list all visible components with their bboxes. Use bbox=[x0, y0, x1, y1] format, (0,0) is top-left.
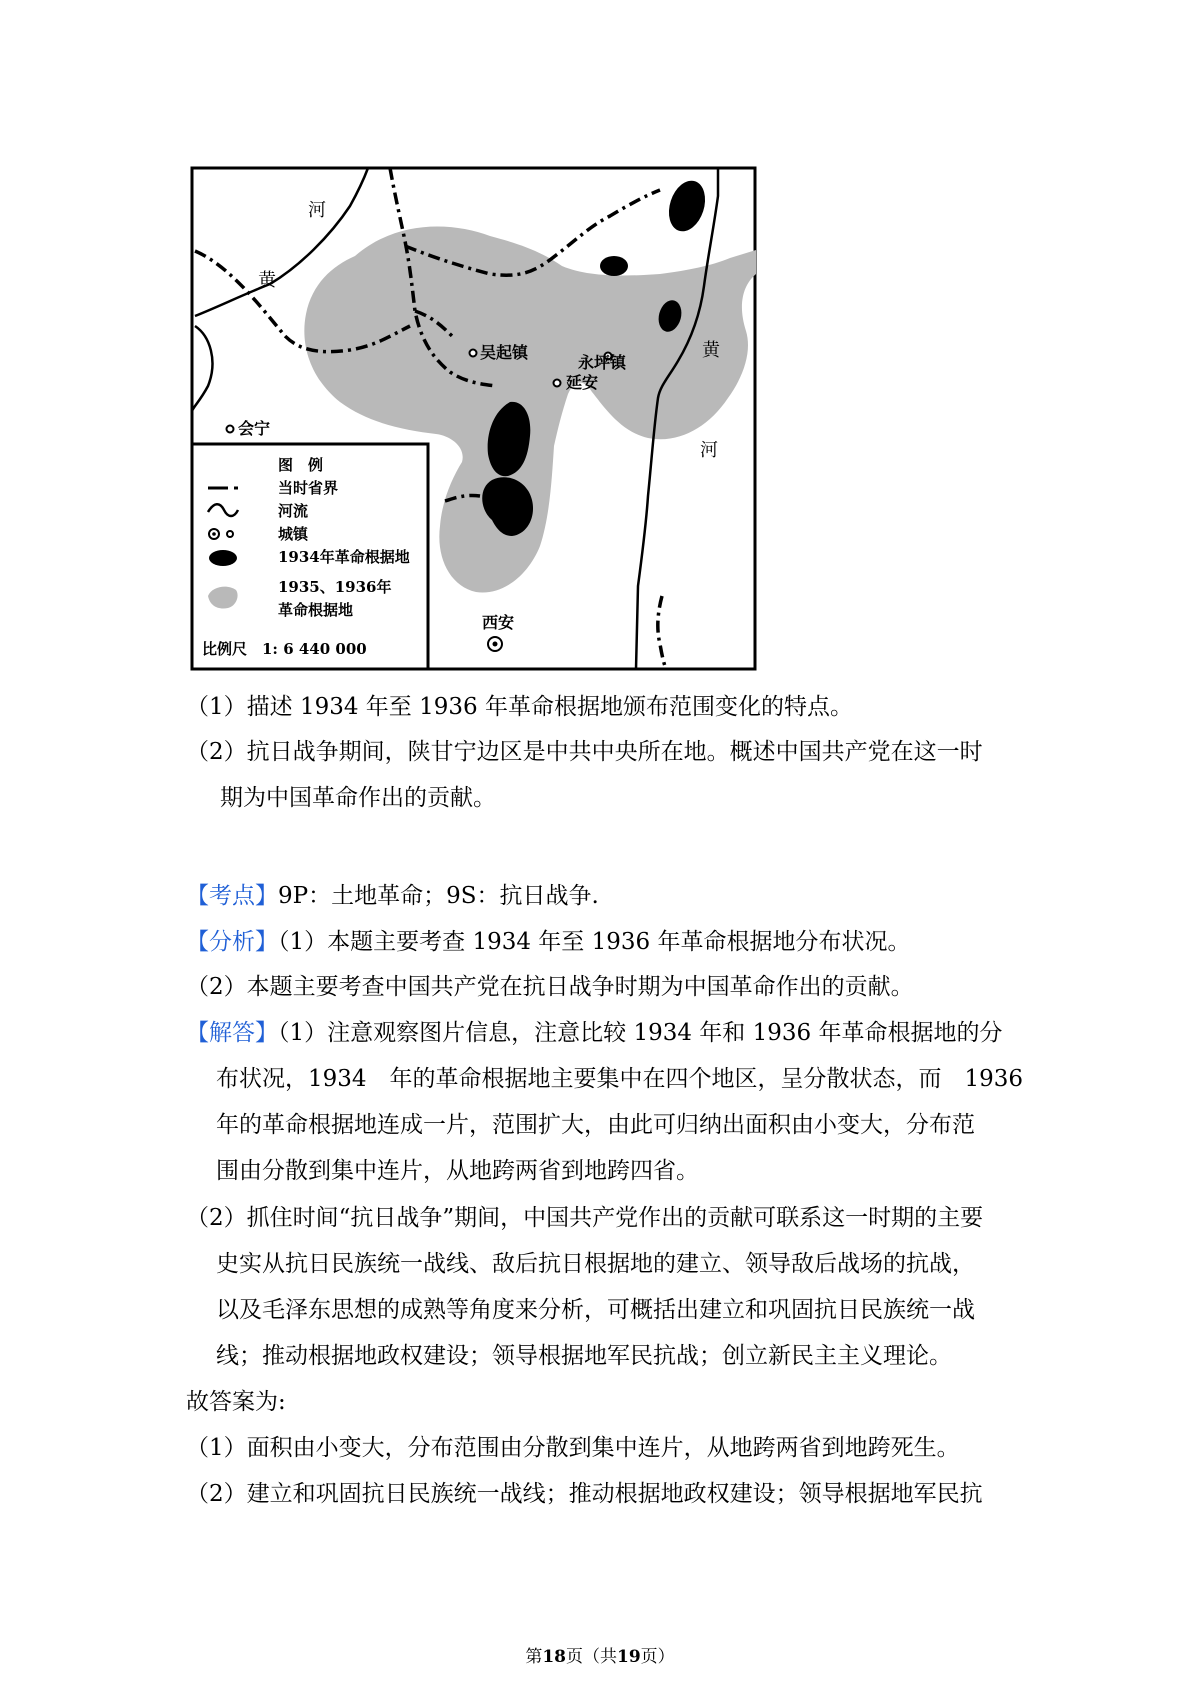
footer-total-pages: 19 bbox=[617, 1647, 641, 1667]
legend-scale: 比例尺 1: 6 440 000 bbox=[202, 640, 367, 658]
legend-item: 河流 bbox=[278, 502, 309, 520]
map-label-he1: 河 bbox=[308, 200, 326, 221]
map-label-huang1: 黄 bbox=[258, 270, 276, 291]
jieda-1-line-3: 围由分散到集中连片，从地跨两省到地跨四省。 bbox=[216, 1158, 699, 1184]
footer-text: 第 bbox=[525, 1647, 543, 1667]
map-legend bbox=[192, 444, 428, 669]
legend-1934-icon bbox=[209, 550, 237, 566]
fenxi-2: （2）本题主要考查中国共产党在抗日战争时期为中国革命作出的贡献。 bbox=[186, 974, 914, 1000]
legend-item: 1934年革命根据地 bbox=[278, 548, 410, 566]
question-1-text: 描述 1934 年至 1936 年革命根据地颁布范围变化的特点。 bbox=[246, 694, 853, 720]
legend-item: 1935、1936年 bbox=[278, 578, 392, 596]
legend-title: 图 例 bbox=[278, 456, 324, 474]
kaodian-line bbox=[186, 881, 599, 911]
fenxi-tag: 【分析】 bbox=[186, 929, 278, 955]
jieda-2-line-3: 线；推动根据地政权建设；领导根据地军民抗战；创立新民主主义理论。 bbox=[216, 1343, 952, 1369]
answer-intro: 故答案为: bbox=[186, 1389, 286, 1415]
jieda-2-line-1: 史实从抗日民族统一战线、敌后抗日根据地的建立、领导敌后战场的抗战， bbox=[216, 1251, 975, 1277]
question-2 bbox=[186, 737, 983, 767]
city-huining-dot bbox=[227, 426, 234, 433]
legend-item: 革命根据地 bbox=[278, 601, 354, 619]
jieda-2-line-0: （2）抓住时间“抗日战争”期间，中国共产党作出的贡献可联系这一时期的主要 bbox=[186, 1205, 984, 1231]
footer-text: 页（共 bbox=[566, 1647, 617, 1667]
map-label-yanan: 延安 bbox=[566, 373, 599, 392]
map-figure bbox=[190, 166, 757, 671]
jieda-1-line-2: 年的革命根据地连成一片，范围扩大，由此可归纳出面积由小变大，分布范 bbox=[216, 1112, 975, 1138]
jieda-2-line-2: 以及毛泽东思想的成熟等角度来分析，可概括出建立和巩固抗日民族统一战 bbox=[216, 1297, 975, 1323]
legend-item: 城镇 bbox=[278, 525, 309, 543]
city-wuqizhen-dot bbox=[470, 350, 477, 357]
question-2-cont: 期为中国革命作出的贡献。 bbox=[220, 785, 496, 811]
map-label-he2: 河 bbox=[700, 440, 718, 461]
revolutionary-base-map bbox=[190, 166, 757, 671]
footer-page-number: 18 bbox=[542, 1647, 566, 1667]
question-2-text: 抗日战争期间，陕甘宁边区是中共中央所在地。概述中国共产党在这一时 bbox=[246, 739, 983, 765]
kaodian-tag: 【考点】 bbox=[186, 883, 278, 909]
answer-1: （1）面积由小变大，分布范围由分散到集中连片，从地跨两省到地跨死生。 bbox=[186, 1435, 960, 1461]
question-1 bbox=[186, 692, 853, 722]
map-label-wuqizhen: 吴起镇 bbox=[480, 343, 529, 362]
question-1-prefix: （1） bbox=[186, 694, 247, 720]
page-footer bbox=[0, 1645, 1200, 1669]
fenxi-line bbox=[186, 927, 910, 957]
map-label-huang2: 黄 bbox=[702, 340, 720, 361]
base-1934-blob bbox=[600, 256, 628, 276]
map-label-yongpingzhen: 永坪镇 bbox=[578, 353, 627, 372]
question-2-prefix: （2） bbox=[186, 739, 247, 765]
map-label-xian: 西安 bbox=[482, 613, 515, 632]
answer-2: （2）建立和巩固抗日民族统一战线；推动根据地政权建设；领导根据地军民抗 bbox=[186, 1481, 983, 1507]
map-label-huining: 会宁 bbox=[238, 419, 271, 438]
kaodian-text: 9P：土地革命；9S：抗日战争. bbox=[278, 883, 599, 909]
jieda-1-line-1: 布状况，1934 年的革命根据地主要集中在四个地区，呈分散状态，而 1936 bbox=[216, 1066, 1024, 1092]
legend-item: 当时省界 bbox=[278, 479, 339, 497]
jieda-1-line-0: （1）注意观察图片信息，注意比较 1934 年和 1936 年革命根据地的分 bbox=[278, 1020, 1003, 1046]
city-yanan-dot bbox=[554, 380, 561, 387]
fenxi-text: （1）本题主要考查 1934 年至 1936 年革命根据地分布状况。 bbox=[278, 929, 911, 955]
jieda-line bbox=[186, 1018, 1002, 1048]
jieda-tag: 【解答】 bbox=[186, 1020, 278, 1046]
footer-text: 页） bbox=[640, 1647, 675, 1667]
